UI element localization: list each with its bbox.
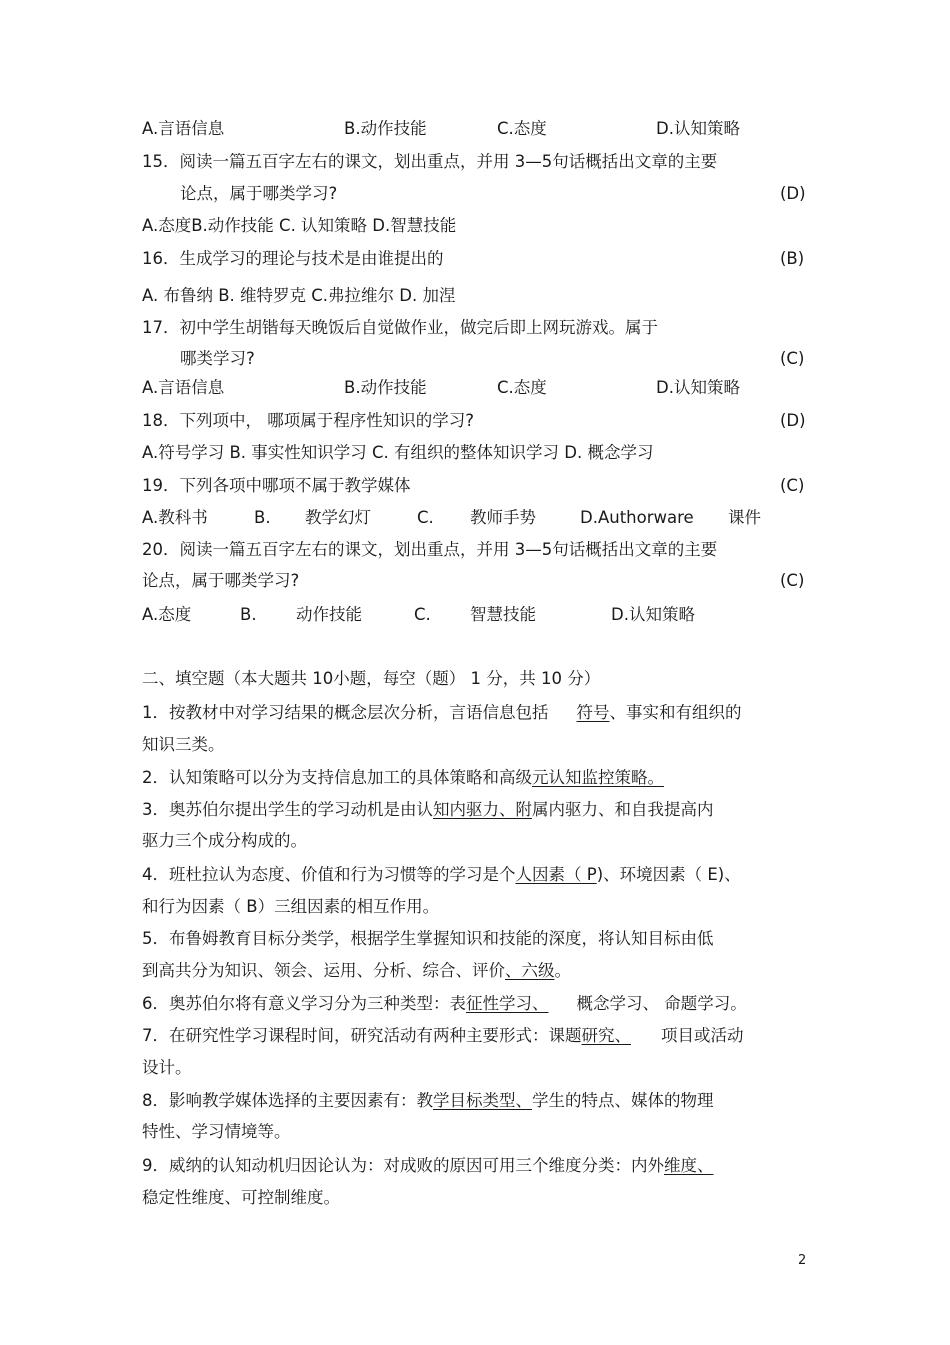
q19-option-d-cont: 课件 — [728, 508, 761, 527]
fill-8-text-cont: 学生的特点、媒体的物理 — [532, 1091, 714, 1110]
fill-9-answer: 维度、 — [664, 1156, 714, 1175]
q16-options: A. 布鲁纳 B. 维特罗克 C.弗拉维尔 D. 加涅 — [142, 286, 456, 305]
q16-stem: 16．生成学习的理论与技术是由谁提出的 — [142, 249, 444, 268]
fill-5: 5．布鲁姆教育目标分类学，根据学生掌握知识和技能的深度，将认知目标由低 — [142, 929, 714, 948]
q17-option-d: D.认知策略 — [656, 378, 740, 397]
fill-9 — [142, 1156, 714, 1176]
q18-stem: 18．下列项中， 哪项属于程序性知识的学习? — [142, 411, 474, 430]
fill-9-line2: 稳定性维度、可控制维度。 — [142, 1188, 340, 1207]
fill-6 — [142, 994, 747, 1014]
q18-answer: (D) — [780, 411, 806, 430]
fill-9-text: 9．威纳的认知动机归因论认为：对成败的原因可用三个维度分类：内外 — [142, 1156, 664, 1175]
q20-stem: 20．阅读一篇五百字左右的课文，划出重点，并用 3—5句话概括出文章的主要 — [142, 540, 718, 559]
q15-stem-cont: 论点，属于哪类学习? — [180, 184, 338, 203]
q17-option-c: C.态度 — [497, 378, 547, 397]
q20-option-d: D.认知策略 — [611, 605, 695, 624]
fill-8-answer: 学目标类型、 — [433, 1091, 532, 1110]
fill-3-answer: 知内驱力、附 — [433, 800, 532, 819]
q16-answer: (B) — [780, 249, 805, 268]
fill-3-text: 3．奥苏伯尔提出学生的学习动机是由认 — [142, 800, 433, 819]
fill-4 — [142, 865, 741, 885]
q19-option-c-letter: C. — [417, 508, 434, 527]
q17-option-b: B.动作技能 — [344, 378, 427, 397]
q19-answer: (C) — [780, 476, 805, 495]
q19-option-d: D.Authorware — [580, 508, 694, 527]
fill-3-line2: 驱力三个成分构成的。 — [142, 831, 307, 850]
fill-4-line2: 和行为因素（ B）三组因素的相互作用。 — [142, 897, 440, 916]
q17-stem-cont: 哪类学习? — [180, 349, 255, 368]
q19-option-b-letter: B. — [254, 508, 271, 527]
q15-stem: 15．阅读一篇五百字左右的课文，划出重点，并用 3—5句话概括出文章的主要 — [142, 152, 718, 171]
section-heading: 二、填空题（本大题共 10小题，每空（题） 1 分，共 10 分） — [142, 669, 601, 688]
fill-7-answer: 研究、 — [581, 1026, 631, 1045]
fill-7 — [142, 1026, 744, 1046]
fill-6-answer: 征性学习、 — [466, 994, 549, 1013]
fill-6-text: 6．奥苏伯尔将有意义学习分为三种类型：表 — [142, 994, 466, 1013]
q15-options: A.态度B.动作技能 C. 认知策略 D.智慧技能 — [142, 216, 457, 235]
q14-option-a: A.言语信息 — [142, 119, 225, 138]
fill-4-answer: 人因素（ P — [515, 865, 597, 884]
fill-6-text-cont: 概念学习、 命题学习。 — [576, 994, 747, 1013]
fill-7-text: 7．在研究性学习课程时间，研究活动有两种主要形式：课题 — [142, 1026, 582, 1045]
fill-8-text: 8．影响教学媒体选择的主要因素有：教 — [142, 1091, 433, 1110]
fill-3-text-cont: 属内驱力、和自我提高内 — [532, 800, 714, 819]
fill-4-text-cont: )、环境因素（ E)、 — [596, 865, 741, 884]
q20-stem-cont: 论点，属于哪类学习? — [142, 571, 300, 590]
fill-5-line2 — [142, 961, 571, 981]
fill-4-text: 4．班杜拉认为态度、价值和行为习惯等的学习是个 — [142, 865, 516, 884]
q20-option-b-letter: B. — [240, 605, 257, 624]
q14-option-c: C.态度 — [497, 119, 547, 138]
fill-1 — [142, 703, 742, 723]
q15-answer: (D) — [780, 184, 806, 203]
fill-1-answer: 符号 — [576, 703, 610, 722]
fill-2-text: 2．认知策略可以分为支持信息加工的具体策略和高级 — [142, 768, 532, 787]
q20-option-a: A.态度 — [142, 605, 192, 624]
q14-option-b: B.动作技能 — [344, 119, 427, 138]
fill-8 — [142, 1091, 714, 1111]
fill-1-text: 1．按教材中对学习结果的概念层次分析，言语信息包括 — [142, 703, 549, 722]
fill-5-text: 到高共分为知识、领会、运用、分析、综合、评价 — [142, 961, 505, 980]
q20-answer: (C) — [780, 571, 805, 590]
fill-7-text-cont: 项目或活动 — [661, 1026, 744, 1045]
q20-option-c: 智慧技能 — [470, 605, 536, 624]
q17-stem: 17．初中学生胡锴每天晚饭后自觉做作业，做完后即上网玩游戏。属于 — [142, 318, 658, 337]
fill-3 — [142, 800, 714, 820]
fill-5-end: 。 — [554, 961, 571, 980]
fill-2 — [142, 768, 664, 788]
fill-1-text-cont: 、事实和有组织的 — [609, 703, 742, 722]
fill-7-line2: 设计。 — [142, 1058, 192, 1077]
q19-option-b: 教学幻灯 — [305, 508, 371, 527]
fill-2-answer: 元认知监控策略。 — [532, 768, 664, 787]
fill-5-answer: 、六级 — [505, 961, 555, 980]
fill-8-line2: 特性、学习情境等。 — [142, 1122, 291, 1141]
page-number: 2 — [798, 1253, 807, 1268]
q19-stem: 19．下列各项中哪项不属于教学媒体 — [142, 476, 411, 495]
q18-options: A.符号学习 B. 事实性知识学习 C. 有组织的整体知识学习 D. 概念学习 — [142, 443, 654, 462]
q20-option-b: 动作技能 — [296, 605, 362, 624]
q20-option-c-letter: C. — [414, 605, 431, 624]
q19-option-c: 教师手势 — [470, 508, 536, 527]
q17-option-a: A.言语信息 — [142, 378, 225, 397]
q19-option-a: A.教科书 — [142, 508, 208, 527]
q17-answer: (C) — [780, 349, 805, 368]
q14-option-d: D.认知策略 — [656, 119, 740, 138]
fill-1-line2: 知识三类。 — [142, 735, 225, 754]
